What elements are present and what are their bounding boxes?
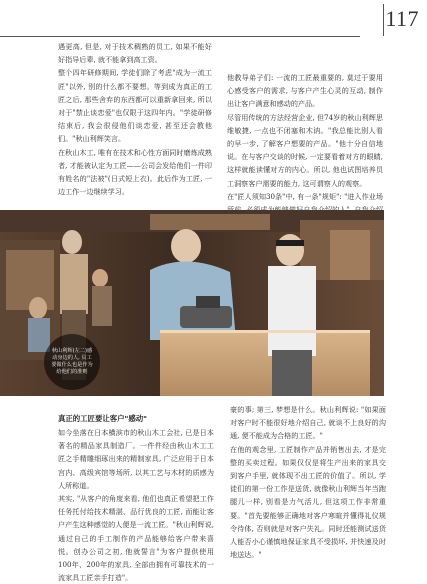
- bottom-left-paragraph-2: 其实, "从客户的角度来看, 他们也真正希望把工作任务托付给技术精湛、品行优良的工匠, 而能让客户产生这种感觉的人便是一流工匠。"秋山利辉说, 通过自己的手工制作的产品能够给客户带来喜悦。创办公司之初, 他就誓言"为客户提供使用100年、200年的家具, 全部由拥有可靠技术的一流家具工匠亲手打造"。: [58, 494, 214, 583]
- page-number: 117: [385, 6, 419, 31]
- section-heading: 真正的工匠要让客户"感动": [58, 414, 147, 423]
- photo-caption-badge: 秋山利辉(左二)感动身边的人, 员工要做什么也是作为给他们的准则: [44, 334, 100, 390]
- top-left-paragraph-3: 在秋山木工, 唯有在技术和心性方面同时磨炼成熟者, 才能被认定为工匠——公司会发给他们一件印有姓名的"法被"(日式短上衣)。此后作为工匠, 一边工作一边继续学习。: [58, 147, 212, 197]
- top-right-paragraph-1: 他教导弟子们: 一流的工匠最重要的, 莫过于要用心感受客户的需求, 与客户产生心灵的互动, 制作出让客户满意和感动的产品。: [227, 73, 383, 109]
- bottom-left-paragraph-1: 如今坐落在日本横滨市的秋山木工会社, 已是日本著名的精品家具制造厂。一件件经由秋山木工工匠之手精雕细琢出来的精制家具, 广泛应用于日本宫内、高级宾馆等场所, 以其工艺与木材的质感为人所称道。: [58, 428, 214, 490]
- bottom-left-column: [58, 412, 214, 584]
- top-left-paragraph-2: 整个四年研修期间, 学徒们除了考虑"成为一流工匠"以外, 别的什么都不要想。等到成为真正的工匠之后, 那些舍弃的东西都可以重新拿回来, 所以对于"禁止谈恋爱"也仅限于这四年内。"学徒研修结束后, 我会很侵他们谈恋爱, 甚至还会教他们。"秋山利辉笑言。: [58, 68, 212, 144]
- bottom-right-column: [230, 403, 386, 561]
- header-rule: [0, 36, 360, 37]
- top-right-paragraph-3: 在"匠人须知30条"中, 有一条"规矩": "进入作业场: [227, 191, 383, 201]
- bottom-right-paragraph-1: 豪的事; 第三, 梦想是什么。秋山利辉说: "如果面对客户时不能很好地介绍自己, 就谈不上良好的沟通, 便不能成为合格的工匠。": [230, 405, 386, 441]
- top-right-paragraph-2: 尽管用传统的方法经营企业, 但74岁的秋山利辉思维敏捷, 一点也不闭塞和木讷。"我总能比别人看的早一步, 了解客户想要的产品。"他十分自信地说。在与客户交谈的时候, 一定要看着对方的眼睛, 这样就能读懂对方的内心。所以, 他也试图培养员工洞察客户需要的能力, 这可谓察人的观察。: [227, 112, 383, 188]
- top-left-column: [58, 40, 212, 198]
- top-left-paragraph-1: 遇更高, 但是, 对于技术稠熟的员工, 如果不能好好指导后辈, 就不能拿到高工资。: [58, 42, 212, 65]
- header-vertical-rule: [383, 4, 384, 36]
- bottom-right-paragraph-2: 在他的观念里, 工匠制作产品并销售出去, 才是完整的买卖过程。如果仅仅是将生产出来的家具交到客户手里, 就体现不出工匠的价值了。所以, 学徒们的第一份工作是送货, 就像秋山利辉当年当跑腿儿一样, 别看是力气活儿, 但这项工作非常重要。"首先要能够正确地对客户寒暄并懂得礼仪规令待体, 否则就是对客户失礼。同时还能测试送货人能否小心谨慎地保证家具不受损坏, 并快速及时地送达。": [230, 444, 386, 560]
